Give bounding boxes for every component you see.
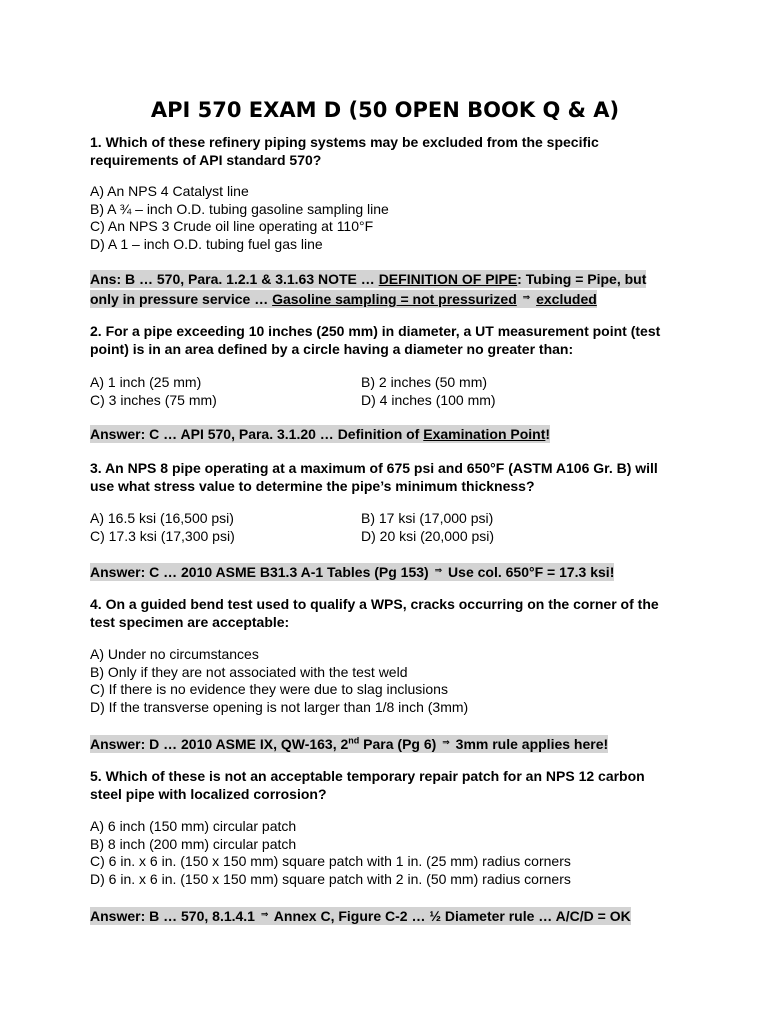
q3-option-a: A) 16.5 ksi (16,500 psi): [90, 510, 234, 526]
question-4: 4. On a guided bend test used to qualify a WPS, cracks occurring on the corner of the test specimen are acceptable:: [90, 596, 659, 630]
q3-option-c: C) 17.3 ksi (17,300 psi): [90, 527, 235, 544]
q2-option-d: D) 4 inches (100 mm): [361, 391, 496, 408]
question-5-options: [90, 818, 680, 888]
q3-option-d: D) 20 ksi (20,000 psi): [361, 527, 495, 544]
q4-option-c: C) If there is no evidence they were due to slag inclusions: [90, 681, 448, 697]
q1-option-a: A) An NPS 4 Catalyst line: [90, 183, 249, 199]
answer-2: Answer: C … API 570, Para. 3.1.20 … Definition of Examination Point!: [90, 426, 551, 442]
page-title: API 570 EXAM D (50 OPEN BOOK Q & A): [150, 98, 620, 122]
q2-option-a: A) 1 inch (25 mm): [90, 374, 202, 390]
q1-option-c: C) An NPS 3 Crude oil line operating at 110°F: [90, 218, 374, 234]
answer-1: Ans: B … 570, Para. 1.2.1 & 3.1.63 NOTE … DEFINITION OF PIPE: Tubing = Pipe, but only in pressure service … Gasoline sampling = not pressurized ⇒ excluded: [90, 271, 647, 307]
arrow-icon: ⇒: [260, 909, 269, 919]
q4-option-a: A) Under no circumstances: [90, 646, 259, 662]
q5-option-b: B) 8 inch (200 mm) circular patch: [90, 835, 297, 852]
q4-option-b: B) Only if they are not associated with the test weld: [90, 663, 408, 680]
question-1-options: [90, 183, 680, 253]
arrow-icon: ⇒: [434, 565, 443, 575]
question-5: 5. Which of these is not an acceptable temporary repair patch for an NPS 12 carbon steel pipe with localized corrosion?: [90, 768, 645, 802]
question-2-options: [90, 374, 680, 409]
q3-option-b: B) 17 ksi (17,000 psi): [361, 510, 494, 526]
q4-option-d: D) If the transverse opening is not larger than 1/8 inch (3mm): [90, 698, 469, 715]
arrow-icon: ⇒: [442, 737, 450, 747]
q5-option-a: A) 6 inch (150 mm) circular patch: [90, 818, 297, 834]
q2-option-c: C) 3 inches (75 mm): [90, 391, 217, 408]
question-2: 2. For a pipe exceeding 10 inches (250 mm) in diameter, a UT measurement point (test point) is in an area defined by a circle having a diameter no greater than:: [90, 323, 661, 357]
arrow-icon: ⇒: [522, 292, 531, 302]
question-1: 1. Which of these refinery piping systems may be excluded from the specific requirements of API standard 570?: [90, 134, 599, 168]
answer-3: Answer: C … 2010 ASME B31.3 A-1 Tables (Pg 153) ⇒ Use col. 650°F = 17.3 ksi!: [90, 564, 615, 580]
q2-option-b: B) 2 inches (50 mm): [361, 374, 488, 390]
answer-4: Answer: D … 2010 ASME IX, QW-163, 2nd Para (Pg 6) ⇒ 3mm rule applies here!: [90, 735, 609, 752]
question-3: 3. An NPS 8 pipe operating at a maximum of 675 psi and 650°F (ASTM A106 Gr. B) will use what stress value to determine the pipe’s minimum thickness?: [90, 460, 658, 494]
question-4-options: [90, 646, 680, 716]
question-3-options: [90, 510, 680, 545]
q1-option-d: D) A 1 – inch O.D. tubing fuel gas line: [90, 235, 323, 252]
definition-of-pipe-link: DEFINITION OF PIPE: [378, 271, 518, 287]
q5-option-c: C) 6 in. x 6 in. (150 x 150 mm) square patch with 1 in. (25 mm) radius corners: [90, 853, 571, 869]
q5-option-d: D) 6 in. x 6 in. (150 x 150 mm) square patch with 2 in. (50 mm) radius corners: [90, 870, 571, 887]
q1-option-b: B) A ¾ – inch O.D. tubing gasoline sampling line: [90, 200, 389, 217]
answer-5: Answer: B … 570, 8.1.4.1 ⇒ Annex C, Figure C-2 … ½ Diameter rule … A/C/D = OK: [90, 908, 631, 924]
